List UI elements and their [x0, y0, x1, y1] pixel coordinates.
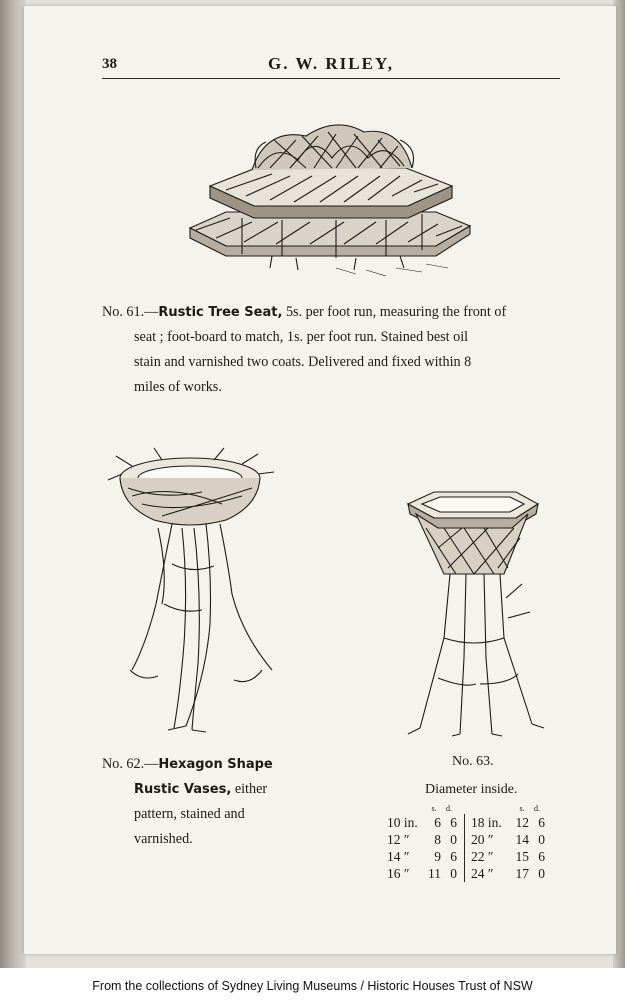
item-62-title-a: Hexagon Shape: [158, 757, 273, 772]
price-table-header: [387, 804, 545, 814]
book-binding-shadow: [0, 0, 26, 968]
size-cell: 14 ″: [387, 849, 410, 864]
item-61-description: [102, 300, 506, 400]
shillings-header-right: s.: [519, 804, 525, 813]
shillings-cell: 17: [515, 866, 529, 881]
item-62-title-b: Rustic Vases,: [134, 782, 232, 797]
shillings-cell: 9: [434, 849, 441, 864]
price-row: [387, 865, 545, 882]
pence-cell: 6: [450, 815, 457, 830]
page-header: [102, 52, 560, 82]
shillings-cell: 14: [515, 832, 529, 847]
rustic-tree-seat-illustration: [186, 118, 476, 283]
pence-cell: 6: [450, 849, 457, 864]
size-cell: 10 in.: [387, 815, 418, 830]
item-62-line-3: varnished.: [134, 831, 193, 847]
shillings-cell: 11: [428, 866, 441, 881]
item-61-title: Rustic Tree Seat,: [158, 305, 283, 320]
item-61-number: No. 61.—: [102, 304, 159, 320]
pence-cell: 0: [538, 832, 545, 847]
item-63-label: No. 63.: [452, 754, 494, 769]
pence-cell: 0: [450, 866, 457, 881]
shillings-cell: 6: [434, 815, 441, 830]
item-61-line-3: stain and varnished two coats. Delivered and fixed within 8: [134, 354, 472, 370]
item-62-number: No. 62.—: [102, 756, 159, 772]
pence-cell: 0: [538, 866, 545, 881]
shillings-cell: 8: [434, 832, 441, 847]
item-62-line-1: either: [231, 781, 268, 797]
size-cell: 12 ″: [387, 832, 410, 847]
pence-header-right: d.: [534, 804, 540, 813]
price-row: [387, 814, 545, 831]
size-cell: 18 in.: [471, 815, 502, 830]
pence-cell: 6: [538, 849, 545, 864]
item-61-line-2: seat ; foot-board to match, 1s. per foot run. Stained best oil: [134, 329, 469, 345]
shillings-header: s.: [431, 804, 437, 813]
pence-cell: 0: [450, 832, 457, 847]
size-cell: 24 ″: [471, 866, 494, 881]
size-cell: 22 ″: [471, 849, 494, 864]
item-62-description: [102, 752, 273, 852]
price-row: [387, 848, 545, 865]
rustic-vase-nest-illustration: [102, 444, 282, 736]
page-number: 38: [102, 56, 117, 72]
item-62-line-2: pattern, stained and: [134, 806, 245, 822]
shillings-cell: 12: [515, 815, 529, 830]
running-head: G. W. RILEY,: [268, 54, 394, 73]
hexagon-vase-illustration: [404, 488, 546, 738]
shillings-cell: 15: [515, 849, 529, 864]
size-cell: 20 ″: [471, 832, 494, 847]
header-rule: [102, 78, 560, 79]
diameter-label: Diameter inside.: [425, 782, 518, 797]
collection-credit-caption: From the collections of Sydney Living Museums / Historic Houses Trust of NSW: [0, 968, 625, 1005]
price-table: [387, 804, 572, 882]
pence-cell: 6: [538, 815, 545, 830]
item-61-line-1: 5s. per foot run, measuring the front of: [282, 304, 507, 320]
price-row: [387, 831, 545, 848]
pence-header: d.: [446, 804, 452, 813]
size-cell: 16 ″: [387, 866, 410, 881]
item-61-line-4: miles of works.: [134, 379, 222, 395]
